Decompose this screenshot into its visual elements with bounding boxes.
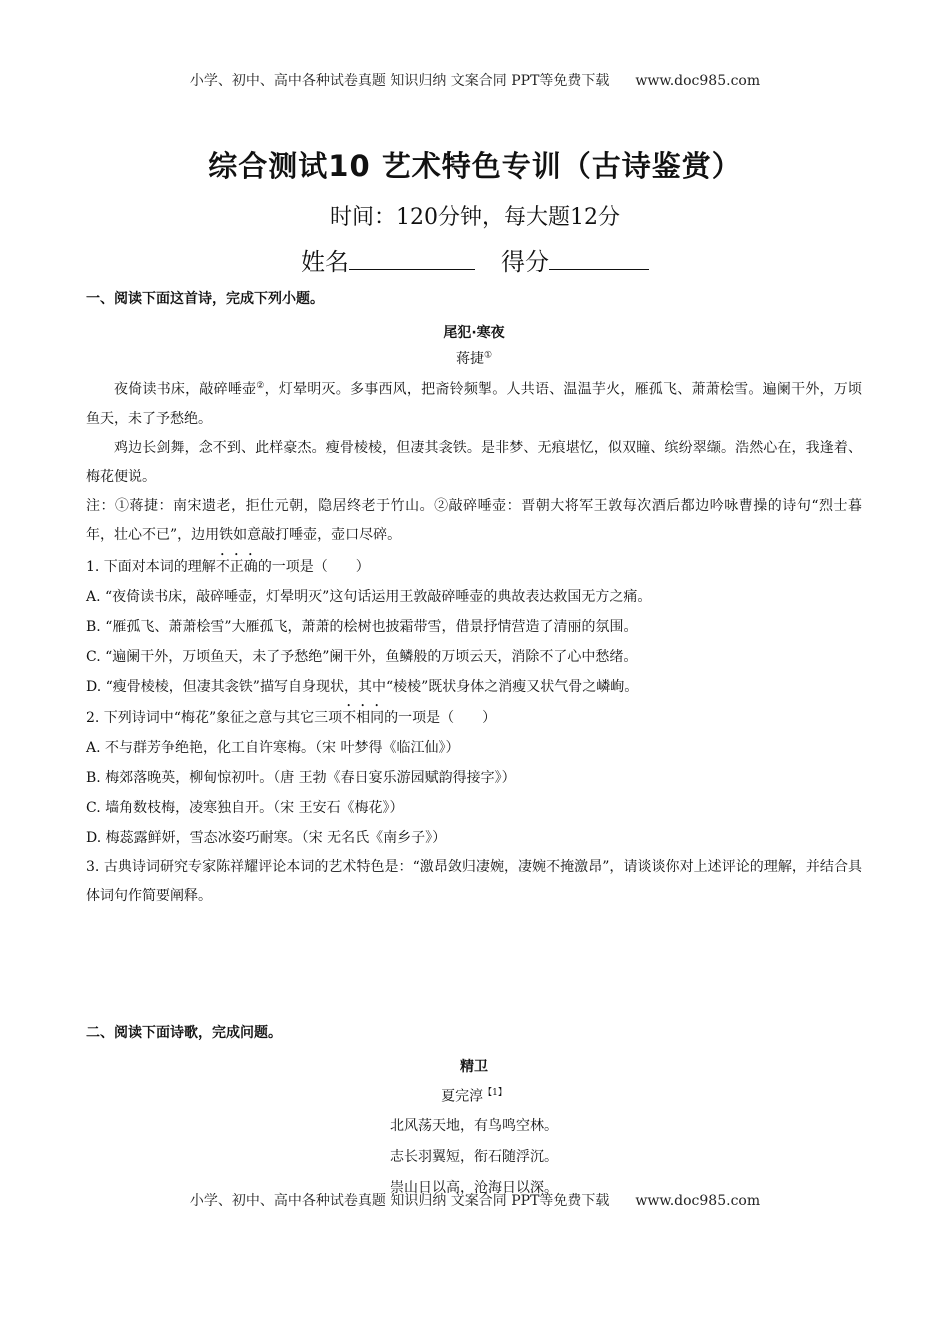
question-1 [86, 551, 862, 582]
q1-option-c: C. “遍阑干外，万顷鱼天，未了予愁绝”阑干外，鱼鳞般的万顷云天，消除不了心中愁绪。 [86, 648, 638, 665]
q1-option-d: D. “瘦骨棱棱，但凄其衾铁”描写自身现状，其中“棱棱”既状身体之消瘦又状气骨之嶙峋。 [86, 678, 639, 695]
poem-1-stanza-1-note: ② [256, 381, 265, 391]
section-2 [86, 1022, 862, 1197]
name-score-line [0, 242, 950, 277]
section-2-heading: 二、阅读下面诗歌，完成问题。 [86, 1025, 282, 1041]
poem-1-author-note: ① [483, 350, 493, 361]
question-2-post: 的一项是（ ） [384, 709, 497, 726]
poem-2-line-2: 志长羽翼短，衔石随浮沉。 [390, 1148, 558, 1165]
q2-option-d: D. 梅蕊露鲜妍，雪态冰姿巧耐寒。（宋 无名氏《南乡子》） [86, 829, 447, 846]
header-text: 小学、初中、高中各种试卷真题 知识归纳 文案合同 PPT等免费下载 [189, 73, 610, 89]
score-label: 得分 [501, 248, 549, 276]
name-label: 姓名 [301, 248, 349, 276]
question-1-emph: 不正确 [215, 558, 258, 575]
poem-1-note: 注：①蒋捷：南宋遗老，拒仕元朝，隐居终老于竹山。②敲碎唾壶：晋朝大将军王敦每次酒后都边吟咏曹操的诗句“烈士暮年，壮心不已”，边用铁如意敲打唾壶，壶口尽碎。 [86, 497, 862, 543]
page-footer [0, 1190, 950, 1210]
page-header [0, 70, 950, 90]
poem-2-author [86, 1085, 862, 1106]
question-2-pre: 2. 下列诗词中“梅花”象征之意与其它三项 [86, 709, 343, 726]
section-1-heading: 一、阅读下面这首诗，完成下列小题。 [86, 291, 324, 307]
poem-2-line-3: 崇山日以高，沧海日以深。 [390, 1179, 558, 1196]
poem-2-author-note: 【1】 [483, 1088, 507, 1098]
footer-site: www.doc985.com [635, 1193, 761, 1209]
poem-1-stanza-1-a: 夜倚读书床，敲碎唾壶 [114, 381, 257, 398]
section-1 [86, 288, 862, 911]
q2-option-c: C. 墙角数枝梅，凌寒独自开。（宋 王安石《梅花》） [86, 799, 404, 816]
question-1-pre: 1. 下面对本词的理解 [86, 558, 216, 575]
question-1-post: 的一项是（ ） [257, 558, 370, 575]
poem-1-stanza-1-b: ，灯晕明灭。多事西风，把斋铃频掣。人共语、温温芋火，雁孤飞、萧萧桧雪。遍阑干外，万顷鱼天，未了予愁绝。 [86, 381, 863, 427]
page-title: 综合测试10 艺术特色专训（古诗鉴赏） [208, 149, 742, 183]
q1-option-a: A. “夜倚读书床，敲碎唾壶，灯晕明灭”这句话运用王敦敲碎唾壶的典故表达救国无方之痛。 [86, 588, 652, 605]
header-site: www.doc985.com [635, 73, 761, 89]
poem-1-stanza-2: 鸡边长剑舞，念不到、此样豪杰。瘦骨棱棱，但凄其衾铁。是非梦、无痕堪忆，似双瞳、缤纷翠缬。浩然心在，我逢着、梅花便说。 [86, 439, 862, 485]
score-blank [549, 245, 649, 270]
name-blank [349, 245, 475, 270]
poem-1-title: 尾犯·寒夜 [443, 325, 505, 341]
poem-2-title: 精卫 [460, 1059, 488, 1075]
poem-1-stanza-1 [86, 372, 862, 434]
page-subtitle: 时间：120分钟，每大题12分 [330, 205, 620, 230]
question-2-emph: 不相同 [342, 709, 385, 726]
poem-2-author-name: 夏完淳 [441, 1088, 484, 1105]
q2-option-b: B. 梅郊落晚英，柳甸惊初叶。（唐 王勃《春日宴乐游园赋韵得接字》） [86, 769, 516, 786]
poem-1-author-name: 蒋捷 [455, 351, 484, 367]
question-2 [86, 702, 862, 733]
q2-option-a: A. 不与群芳争绝艳，化工自许寒梅。（宋 叶梦得《临江仙》） [86, 739, 460, 756]
footer-text: 小学、初中、高中各种试卷真题 知识归纳 文案合同 PPT等免费下载 [189, 1193, 610, 1209]
q1-option-b: B. “雁孤飞、萧萧桧雪”大雁孤飞，萧萧的桧树也披霜带雪，借景抒情营造了清丽的氛围。 [86, 618, 638, 635]
poem-2-line-1: 北风荡天地，有鸟鸣空林。 [390, 1117, 558, 1134]
poem-1-author [86, 348, 862, 368]
question-3: 3. 古典诗词研究专家陈祥耀评论本词的艺术特色是：“激昂敛归凄婉，凄婉不掩激昂”，请谈谈你对上述评论的理解，并结合具体词句作简要阐释。 [86, 858, 862, 904]
